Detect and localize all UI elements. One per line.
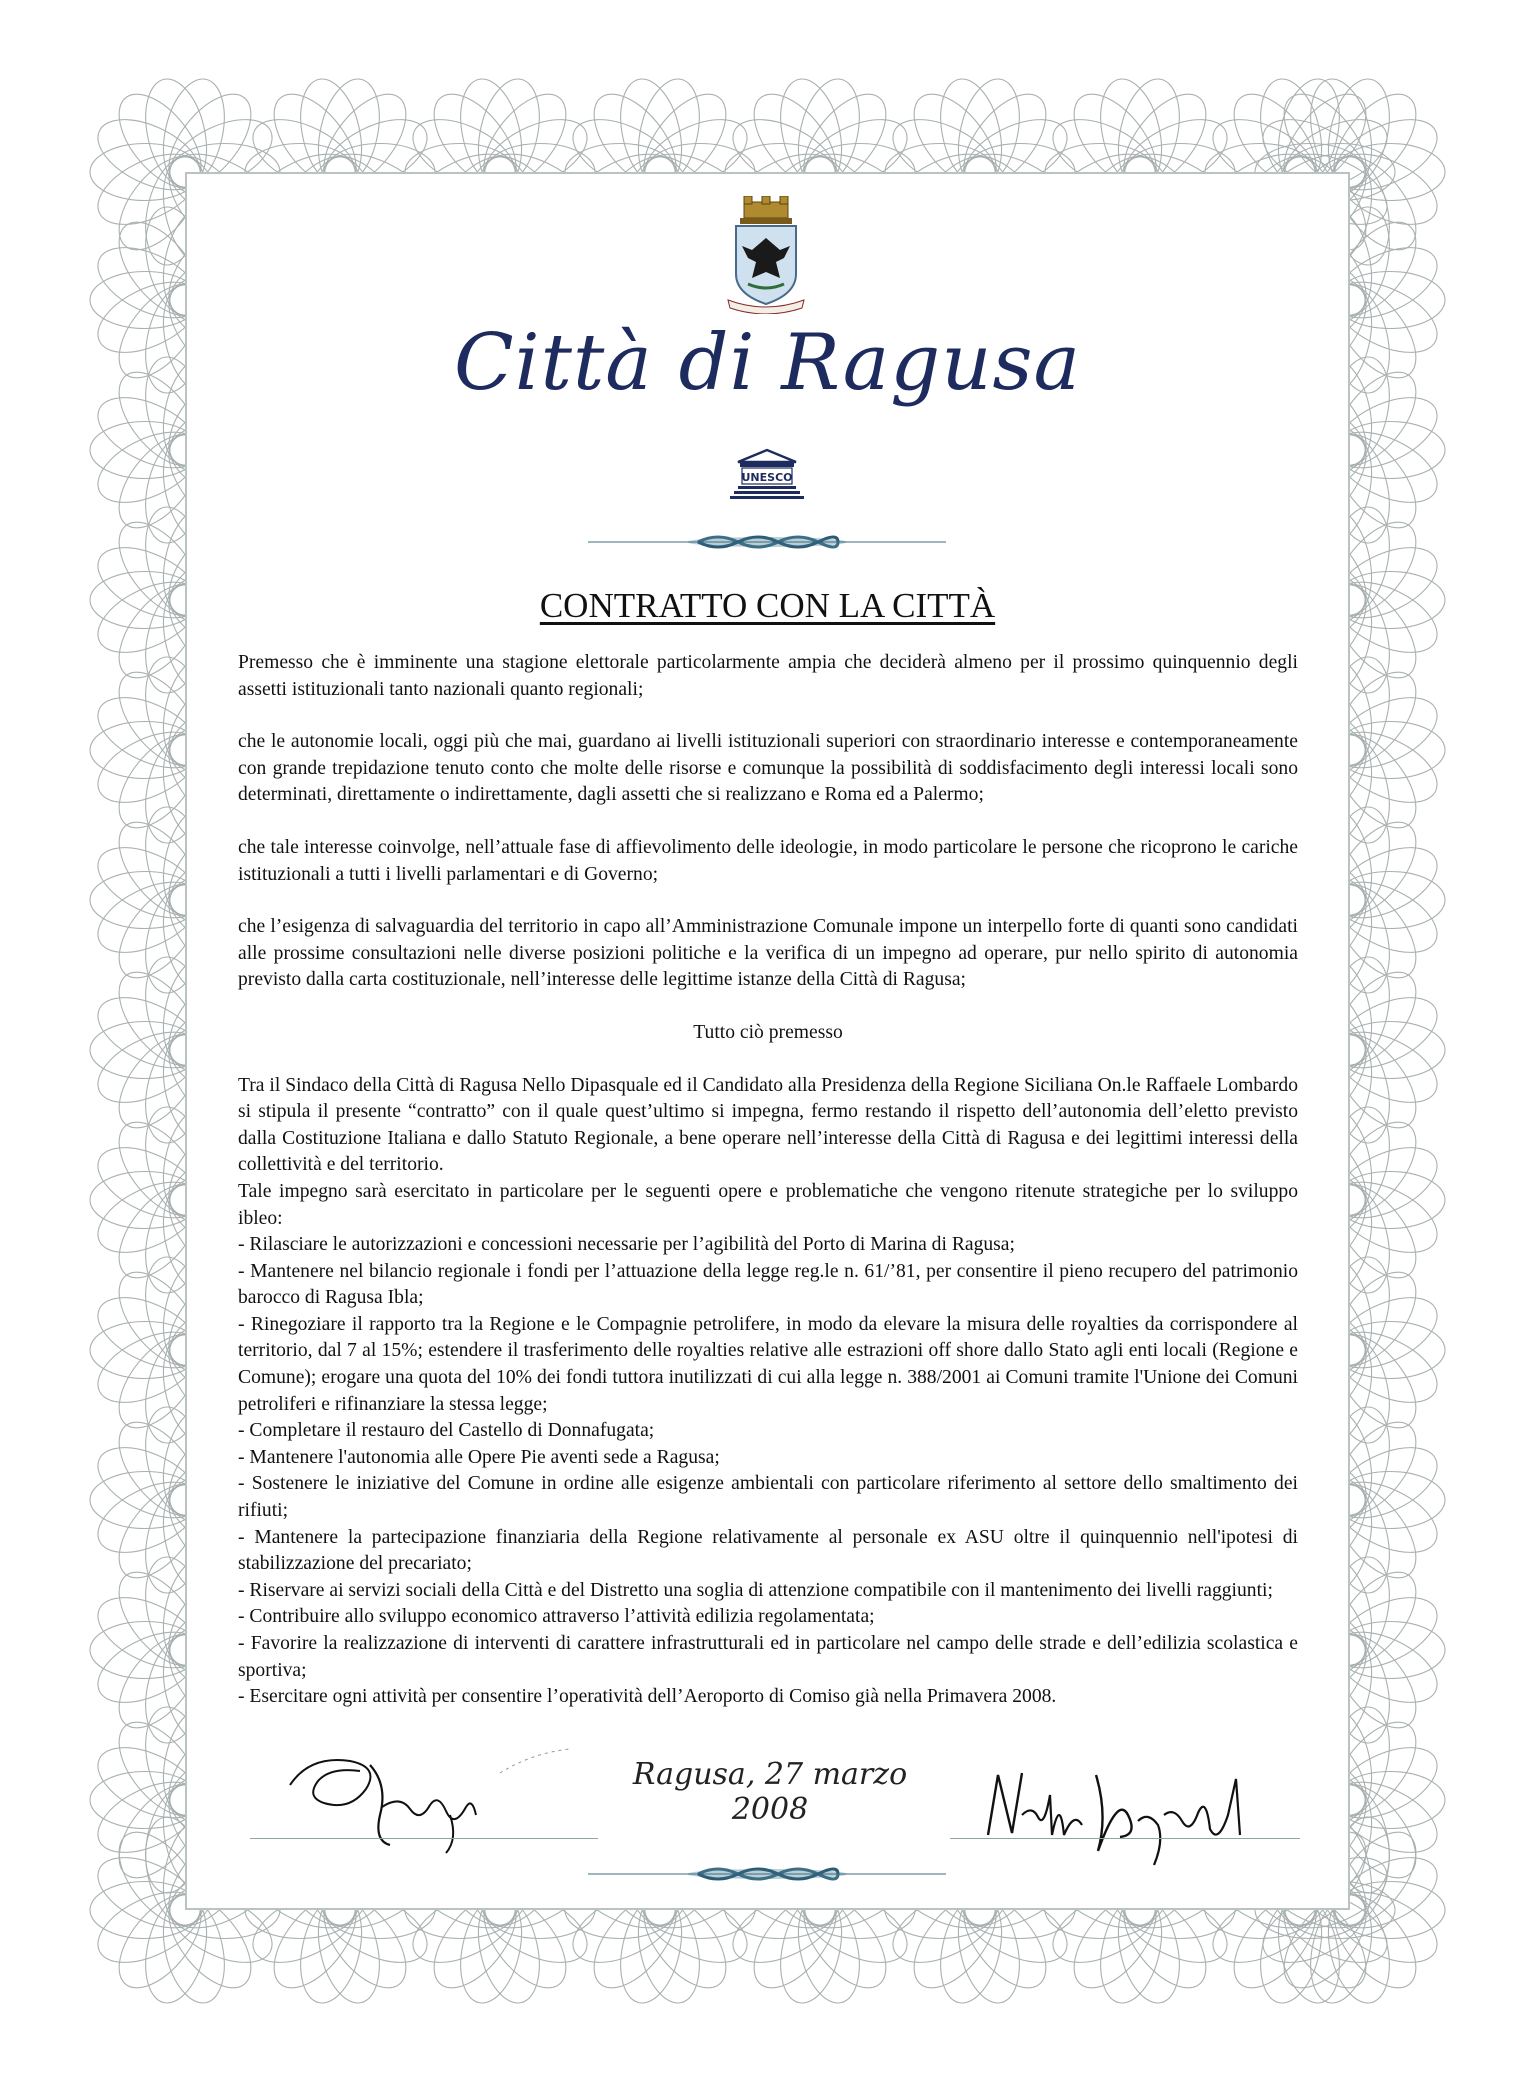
signature-line-right: [950, 1838, 1300, 1839]
paragraph: che le autonomie locali, oggi più che mai, guardano ai livelli istituzionali superiori con straordinario interesse e contemporaneamente con grande trepidazione tenuto conto che molte delle risorse e comunque la possibilità di soddisfacimento degli interessi locali sono determinati, direttamente o indirettamente, dagli assetti che si realizzano e Roma ed a Palermo;: [238, 731, 1298, 806]
commitment-intro: Tale impegno sarà esercitato in particolare per le seguenti opere e problematiche che vengono ritenute strategiche per lo sviluppo ibleo:: [238, 1180, 1298, 1229]
city-crest-icon: [718, 196, 814, 314]
rosette-loop: [1335, 422, 1445, 479]
rosette-loop: [1335, 1172, 1445, 1229]
rosette-loop: [1335, 144, 1445, 201]
document-body: [238, 650, 1298, 1711]
rosette-loop: [1335, 1022, 1445, 1079]
agreement-text: Tra il Sindaco della Città di Ragusa Nello Dipasquale ed il Candidato alla Presidenza della Regione Siciliana On.le Raffaele Lombardo si stipula il presente “contratto” con il quale quest’ultimo si impegna, fermo restando il rispetto dell’autonomia dell’eletto previsto dalla Costituzione Italiana e dallo Statuto Regionale, a bene operare nell’interesse della Città di Ragusa e dei legittimi interessi della collettività e del territorio.: [238, 1074, 1298, 1176]
rosette-loop: [1335, 1622, 1445, 1679]
list-item: - Contribuire allo sviluppo economico attraverso l’attività edilizia regolamentata;: [238, 1606, 875, 1628]
premise-heading: Tutto ciò premesso: [693, 1021, 843, 1043]
city-title: Città di Ragusa: [453, 318, 1081, 408]
rosette-loop: [1335, 722, 1445, 779]
list-item: - Mantenere la partecipazione finanziaria della Regione relativamente al personale ex ASU oltre il quinquennio nell'ipotesi di stabilizzazione del precariato;: [238, 1526, 1298, 1575]
rosette-loop: [90, 1322, 200, 1379]
rosette-loop: [1335, 1772, 1445, 1829]
list-item: - Rilasciare le autorizzazioni e concessioni necessarie per l’agibilità del Porto di Marina di Ragusa;: [238, 1234, 1015, 1256]
rosette-loop: [90, 144, 200, 201]
signature-line-left: [250, 1838, 598, 1839]
divider-flourish-top: [588, 530, 946, 554]
rosette-loop: [90, 1622, 200, 1679]
list-item: - Mantenere l'autonomia alle Opere Pie aventi sede a Ragusa;: [238, 1446, 720, 1468]
rosette-loop: [90, 1772, 200, 1829]
rosette-loop: [90, 872, 200, 929]
unesco-logo: [730, 448, 804, 502]
list-item: - Completare il restauro del Castello di Donnafugata;: [238, 1420, 655, 1442]
signature-right: [978, 1755, 1278, 1875]
commitment-list: [238, 1232, 1298, 1711]
rosette-loop: [1335, 872, 1445, 929]
unesco-label: UNESCO: [741, 471, 793, 484]
rosette-loop: [90, 722, 200, 779]
document-title: CONTRATTO CON LA CITTÀ: [539, 586, 996, 625]
list-item: - Sostenere le iniziative del Comune in ordine alle esigenze ambientali con particolare riferimento al settore dello smaltimento dei rifiuti;: [238, 1473, 1298, 1522]
rosette-loop: [90, 1172, 200, 1229]
rosette-loop: [90, 422, 200, 479]
paragraph: che tale interesse coinvolge, nell’attuale fase di affievolimento delle ideologie, in modo particolare le persone che ricoprono le cariche istituzionali a tutti i livelli parlamentari e di Governo;: [238, 836, 1298, 885]
rosette-loop: [90, 1022, 200, 1079]
paragraph: che l’esigenza di salvaguardia del territorio in capo all’Amministrazione Comunale impone un interpello forte di quanti sono candidati alle prossime consultazioni nelle diverse posizioni politiche e la verifica di un impegno ad operare, pur nello spirito di autonomia previsto dalla carta costituzionale, nell’interesse delle legittime istanze della Città di Ragusa;: [238, 916, 1298, 991]
divider-flourish-bottom: [588, 1862, 946, 1886]
rosette-loop: [90, 1882, 200, 1939]
list-item: - Riservare ai servizi sociali della Città e del Distretto una soglia di attenzione compatibile con il mantenimento dei livelli raggiunti;: [238, 1579, 1273, 1601]
list-item: - Rinegoziare il rapporto tra la Regione e le Compagnie petrolifere, in modo da elevare la misura delle royalties da corrispondere al territorio, dal 7 al 15%; estendere il trasferimento delle royalties relative alle estrazioni off shore dallo Stato agli enti locali (Regione e Comune); erogare una quota del 10% dei fondi tuttora inutilizzati di cui alla legge n. 388/2001 ai Comuni tramite l'Unione dei Comuni petroliferi e rifinanziare la stessa legge;: [238, 1313, 1298, 1415]
rosette-loop: [1335, 1472, 1445, 1529]
rosette-loop: [1335, 1322, 1445, 1379]
list-item: - Esercitare ogni attività per consentire l’operatività dell’Aeroporto di Comiso già nella Primavera 2008.: [238, 1686, 1057, 1708]
list-item: - Mantenere nel bilancio regionale i fondi per l’attuazione della legge reg.le n. 61/’81, per consentire il pieno recupero del patrimonio barocco di Ragusa Ibla;: [238, 1260, 1298, 1309]
paragraph: Premesso che è imminente una stagione elettorale particolarmente ampia che deciderà almeno per il prossimo quinquennio degli assetti istituzionali tanto nazionali quanto regionali;: [238, 652, 1298, 700]
place-date: Ragusa, 27 marzo 2008: [632, 1757, 908, 1827]
rosette-loop: [1335, 1882, 1445, 1939]
rosette-loop: [90, 1472, 200, 1529]
list-item: - Favorire la realizzazione di interventi di carattere infrastrutturali ed in particolare nel campo delle strade e dell’edilizia scolastica e sportiva;: [238, 1633, 1298, 1681]
